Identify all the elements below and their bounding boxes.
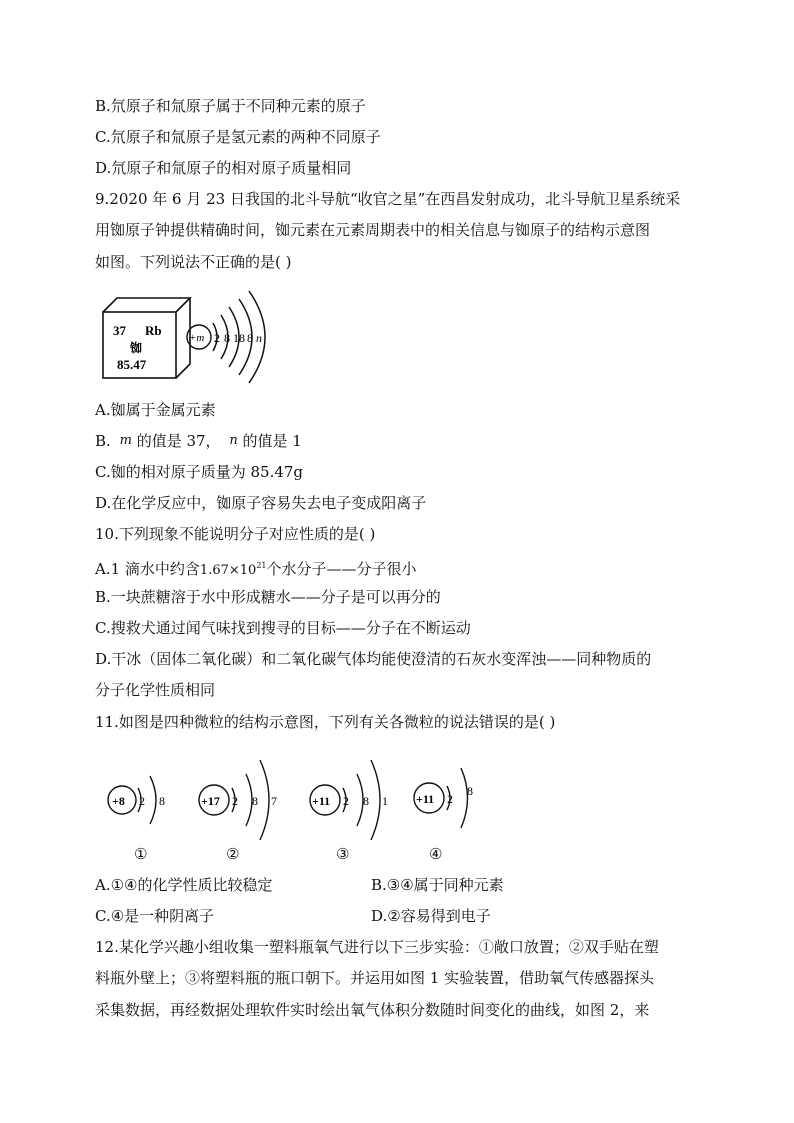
element-name: 铷 — [130, 341, 143, 355]
option-10d-line1: D.干冰（固体二氧化碳）和二氧化碳气体均能使澄清的石灰水变浑浊——同种物质的 — [95, 650, 652, 668]
particle-2-shell-2: 8 — [252, 794, 258, 808]
option-9b-prefix: B. — [95, 432, 111, 450]
particle-2-shell-3: 7 — [271, 794, 277, 808]
particle-4 — [414, 768, 473, 828]
question-9-line2: 用铷原子钟提供精确时间，铷元素在元素周期表中的相关信息与铷原子的结构示意图 — [95, 221, 651, 239]
option-10c: C.搜救犬通过闻气味找到搜寻的目标——分子在不断运动 — [95, 619, 471, 637]
particle-3-shell-3: 1 — [382, 794, 388, 808]
var-n: n — [229, 433, 238, 448]
rb-nucleus-charge: +m — [189, 332, 205, 344]
question-9-line3: 如图。下列说法不正确的是( ) — [95, 253, 292, 271]
question-12-line3: 采集数据，再经数据处理软件实时绘出氧气体积分数随时间变化的曲线，如图 2，来 — [95, 1001, 650, 1019]
particle-1 — [108, 776, 165, 824]
rb-shell-2: 8 — [224, 331, 230, 345]
particle-4-nucleus: +11 — [416, 792, 435, 806]
option-8b: B.氘原子和氚原子属于不同种元素的原子 — [95, 97, 366, 115]
element-symbol: Rb — [145, 323, 162, 338]
question-9-line1: 9.2020 年 6 月 23 日我国的北斗导航“收官之星”在西昌发射成功，北斗导航卫星系统采 — [95, 190, 681, 208]
option-10a-suffix: 个水分子——分子很小 — [266, 560, 417, 578]
particle-1-shell-1: 2 — [139, 794, 145, 808]
question-11: 11.如图是四种微粒的结构示意图，下列有关各微粒的说法错误的是( ) — [95, 713, 556, 731]
particle-1-shell-2: 8 — [159, 794, 165, 808]
water-count-exponent: 21 — [256, 561, 267, 570]
particle-diagrams — [100, 750, 500, 840]
question-10: 10.下列现象不能说明分子对应性质的是( ) — [95, 525, 376, 543]
option-9d: D.在化学反应中，铷原子容易失去电子变成阳离子 — [95, 494, 427, 512]
rb-shell-4: 8 — [247, 331, 253, 345]
rb-shell-1: 2 — [214, 331, 220, 345]
particle-3-shell-2: 8 — [363, 794, 369, 808]
particle-label-1: ① — [134, 845, 148, 863]
particle-2-shell-1: 2 — [232, 794, 238, 808]
option-10d-line2: 分子化学性质相同 — [95, 681, 216, 699]
option-8d: D.氘原子和氚原子的相对原子质量相同 — [95, 159, 352, 177]
rubidium-figure — [95, 282, 295, 392]
particle-3-nucleus: +11 — [312, 794, 331, 808]
var-m: m — [119, 433, 132, 448]
option-11c: C.④是一种阴离子 — [95, 907, 215, 925]
particle-3 — [310, 760, 388, 840]
water-count: 1.67×10 — [199, 563, 257, 578]
option-10a-prefix: A.1 滴水中约含 — [95, 560, 200, 578]
particle-2-nucleus: +17 — [201, 794, 220, 808]
option-9a: A.铷属于金属元素 — [95, 401, 216, 419]
atomic-number: 37 — [113, 323, 126, 338]
particle-4-shell-2: 8 — [467, 784, 473, 798]
option-11b: B.③④属于同种元素 — [371, 876, 504, 894]
option-10a — [95, 556, 417, 581]
particle-2 — [199, 760, 277, 840]
particle-3-shell-1: 2 — [343, 794, 349, 808]
option-10b: B.一块蔗糖溶于水中形成糖水——分子是可以再分的 — [95, 588, 441, 606]
particle-1-nucleus: +8 — [112, 794, 125, 808]
option-11a: A.①④的化学性质比较稳定 — [95, 876, 273, 894]
atomic-mass: 85.47 — [117, 357, 147, 372]
option-9b-mid: 的值是 37， — [136, 432, 221, 450]
rb-shell-5: n — [256, 331, 262, 345]
option-8c: C.氘原子和氚原子是氢元素的两种不同原子 — [95, 128, 381, 146]
question-12-line2: 料瓶外壁上；③将塑料瓶的瓶口朝下。并运用如图 1 实验装置，借助氧气传感器探头 — [95, 969, 655, 987]
option-9c: C.铷的相对原子质量为 85.47g — [95, 463, 304, 481]
particle-4-shell-1: 2 — [447, 792, 453, 806]
option-9b — [95, 431, 302, 451]
option-9b-post: 的值是 1 — [242, 432, 302, 450]
rb-shell-3: 18 — [233, 331, 245, 345]
particle-label-4: ④ — [429, 845, 443, 863]
option-11d: D.②容易得到电子 — [371, 907, 491, 925]
particle-label-3: ③ — [336, 845, 350, 863]
particle-label-2: ② — [226, 845, 240, 863]
question-12-line1: 12.某化学兴趣小组收集一塑料瓶氧气进行以下三步实验：①敞口放置；②双手贴在塑 — [95, 938, 659, 956]
